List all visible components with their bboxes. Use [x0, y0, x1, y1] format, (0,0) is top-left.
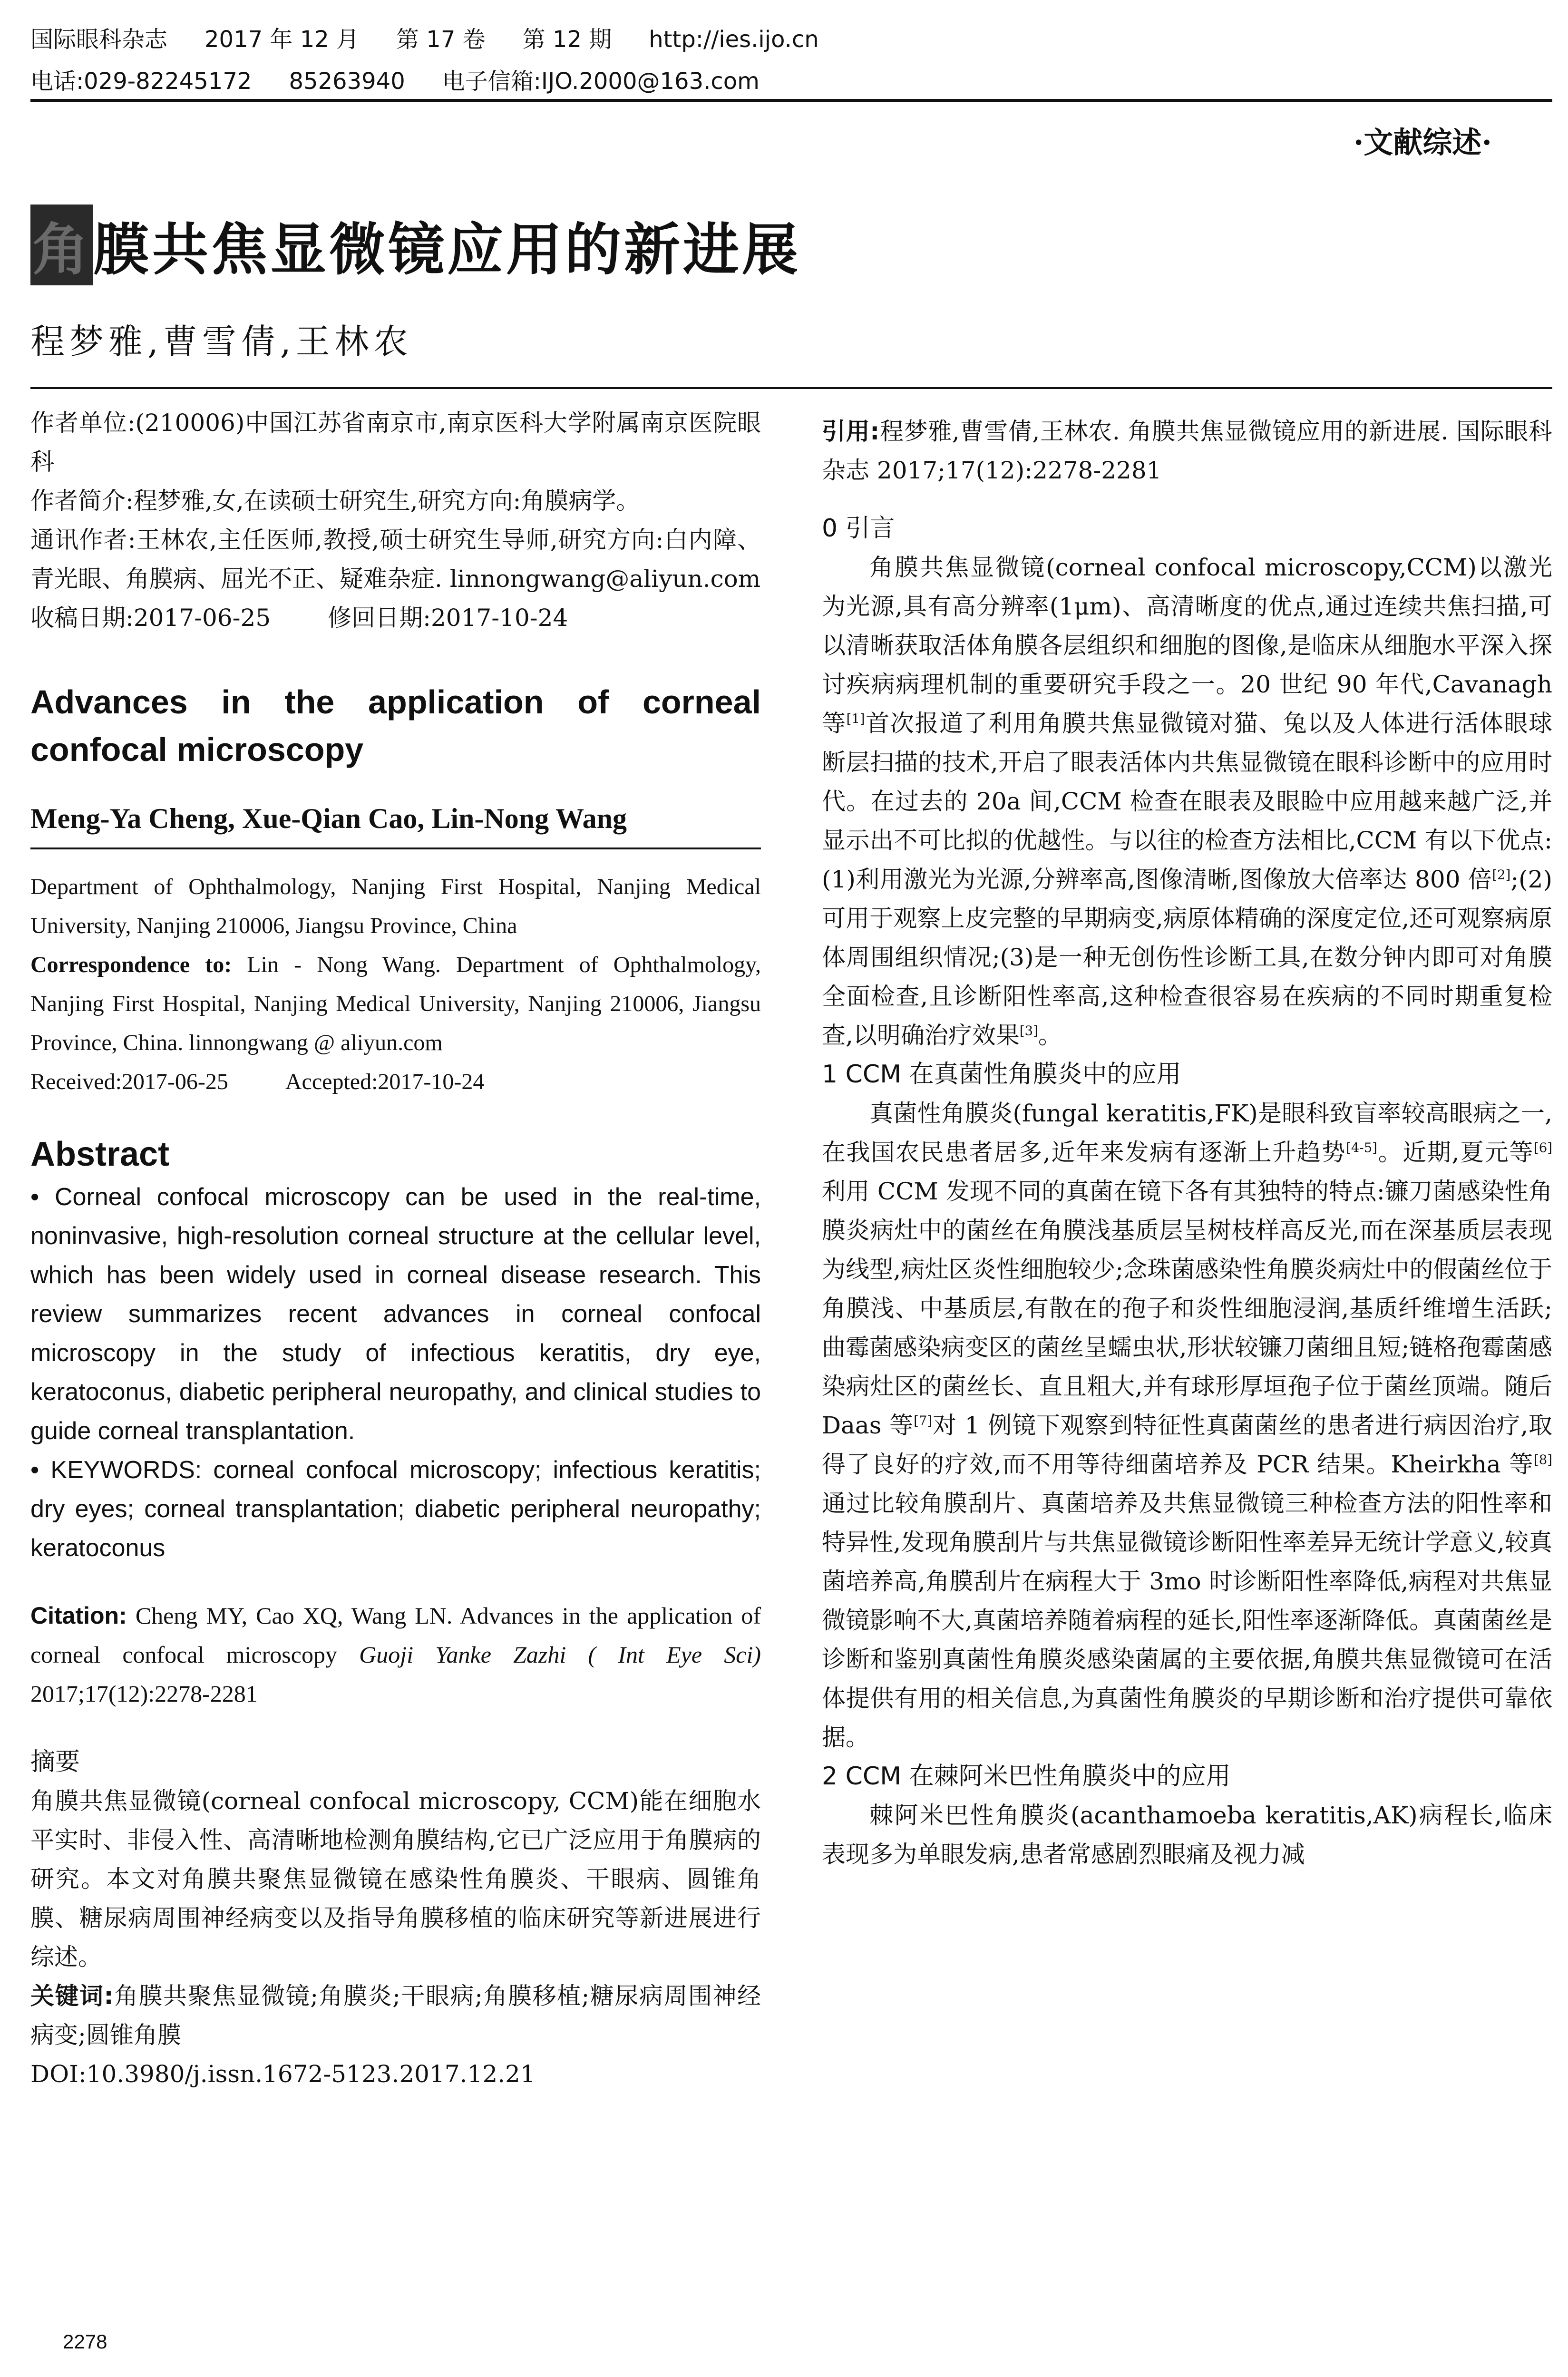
section-2-paragraph: 棘阿米巴性角膜炎(acanthamoeba keratitis,AK)病程长,临床表现多为单眼发病,患者常感剧烈眼痛及视力减 — [822, 1802, 1552, 1868]
volume: 第 17 卷 — [396, 26, 486, 53]
english-affiliation: Department of Ophthalmology, Nanjing First Hospital, Nanjing Medical University, Nanjing 210006, Jiangsu Province, China — [30, 874, 761, 938]
english-citation: Citation: Cheng MY, Cao XQ, Wang LN. Advances in the application of corneal confocal microscopy Guoji Yanke Zazhi ( Int Eye Sci) 2017;17(12):2278-2281 — [30, 1602, 761, 1707]
page-number: 2278 — [63, 2330, 107, 2353]
left-column — [30, 403, 761, 2094]
journal-website: http://ies.ijo.cn — [649, 26, 819, 53]
citation-ref-8: [8] — [1534, 1452, 1552, 1468]
title-rule — [30, 387, 1552, 389]
citation-ref-2: [2] — [1492, 867, 1511, 883]
issue-number: 第 12 期 — [522, 26, 612, 53]
right-column — [822, 412, 1552, 1874]
doi: DOI:10.3980/j.issn.1672-5123.2017.12.21 — [30, 2060, 536, 2088]
phone-2: 85263940 — [289, 68, 405, 95]
running-header-line1 — [30, 21, 856, 54]
section-2-heading: 2 CCM 在棘阿米巴性角膜炎中的应用 — [822, 1762, 1231, 1791]
abstract-heading: Abstract — [30, 1135, 170, 1173]
revised-date: 修回日期:2017-10-24 — [328, 604, 568, 632]
zh-abstract-heading: 摘要 — [30, 1748, 80, 1776]
citation-ref-3: [3] — [1019, 1023, 1038, 1039]
keywords-label: • KEYWORDS: — [30, 1456, 202, 1484]
citation-label: Citation: — [30, 1602, 127, 1629]
article-authors: 程梦雅,曹雪倩,王林农 — [30, 321, 413, 361]
english-title: Advances in the application of corneal confocal microscopy — [30, 683, 761, 768]
english-received: Received:2017-06-25 — [30, 1069, 228, 1094]
zh-keywords: 关键词:角膜共聚焦显微镜;角膜炎;干眼病;角膜移植;糖尿病周围神经病变;圆锥角膜 — [30, 1982, 761, 2049]
title-first-char: 角 — [30, 205, 93, 285]
section-0-heading: 0 引言 — [822, 514, 895, 543]
title-rest: 膜共焦显微镜应用的新进展 — [93, 217, 801, 283]
english-accepted: Accepted:2017-10-24 — [285, 1069, 485, 1094]
citation-ref-6: [6] — [1534, 1140, 1552, 1156]
issue-date: 2017 年 12 月 — [205, 26, 360, 53]
section-1-heading: 1 CCM 在真菌性角膜炎中的应用 — [822, 1060, 1181, 1089]
section-0-paragraph: 角膜共焦显微镜(corneal confocal microscopy,CCM)以激光为光源,具有高分辨率(1μm)、高清晰度的优点,通过连续共焦扫描,可以清晰获取活体角膜各层组织和细胞的图像,是临床从细胞水平深入探讨疾病病理机制的重要研究手段之一。20 世纪 90 年代,Cavanagh 等[1]首次报道了利用角膜共焦显微镜对猫、兔以及人体进行活体眼球断层扫描的技术,开启了眼表活体内共焦显微镜在眼科诊断中的应用时代。在过去的 20a 间,CCM 检查在眼表及眼睑中应用越来越广泛,并显示出不可比拟的优越性。与以往的检查方法相比,CCM 有以下优点:(1)利用激光为光源,分辨率高,图像清晰,图像放大倍率达 800 倍[2];(2)可用于观察上皮完整的早期病变,病原体精确的深度定位,还可观察病原体周围组织情况;(3)是一种无创伤性诊断工具,在数分钟内即可对角膜全面检查,且诊断阳性率高,这种检查很容易在疾病的不同时期重复检查,以明确治疗效果[3]。 — [822, 554, 1553, 1049]
keywords: • KEYWORDS: corneal confocal microscopy; infectious keratitis; dry eyes; corneal transplantation; diabetic peripheral neuropathy; keratoconus — [30, 1456, 761, 1562]
zh-citation: 引用:程梦雅,曹雪倩,王林农. 角膜共焦显微镜应用的新进展. 国际眼科杂志 2017;17(12):2278-2281 — [822, 418, 1552, 484]
journal-name: 国际眼科杂志 — [30, 26, 168, 53]
citation-ref-7: [7] — [914, 1413, 933, 1429]
citation-ref-4-5: [4-5] — [1346, 1140, 1377, 1156]
running-header-line2 — [30, 63, 797, 96]
article-title — [30, 205, 801, 285]
zh-keywords-label: 关键词: — [30, 1982, 114, 2010]
dates — [30, 598, 761, 637]
phone: 电话:029-82245172 — [30, 68, 252, 95]
english-authors: Meng-Ya Cheng, Xue-Qian Cao, Lin-Nong Wang — [30, 803, 627, 834]
section-label: ·文献综述· — [1353, 125, 1492, 160]
header-rule — [30, 99, 1552, 102]
correspondence-label: Correspondence to: — [30, 952, 232, 977]
english-dates — [30, 1062, 761, 1101]
citation-ref-1: [1] — [846, 711, 865, 727]
email: 电子信箱:IJO.2000@163.com — [442, 68, 760, 95]
english-authors-rule — [30, 838, 761, 849]
author-bio: 作者简介:程梦雅,女,在读硕士研究生,研究方向:角膜病学。 — [30, 487, 640, 515]
affiliation: 作者单位:(210006)中国江苏省南京市,南京医科大学附属南京医院眼科 — [30, 409, 761, 476]
correspondence: 通讯作者:王林农,主任医师,教授,硕士研究生导师,研究方向:白内障、青光眼、角膜病、屈光不正、疑难杂症. linnongwang@aliyun.com — [30, 526, 761, 593]
english-correspondence: Correspondence to: Lin - Nong Wang. Department of Ophthalmology, Nanjing First Hospital, Nanjing Medical University, Nanjing 210006, Jiangsu Province, China. linnongwang @ aliyun.com — [30, 952, 761, 1055]
zh-citation-label: 引用: — [822, 418, 880, 445]
zh-abstract-text: 角膜共焦显微镜(corneal confocal microscopy, CCM)能在细胞水平实时、非侵入性、高清晰地检测角膜结构,它已广泛应用于角膜病的研究。本文对角膜共聚焦显微镜在感染性角膜炎、干眼病、圆锥角膜、糖尿病周围神经病变以及指导角膜移植的临床研究等新进展进行综述。 — [30, 1787, 761, 1971]
received-date: 收稿日期:2017-06-25 — [30, 604, 271, 632]
section-1-paragraph: 真菌性角膜炎(fungal keratitis,FK)是眼科致盲率较高眼病之一,在我国农民患者居多,近年来发病有逐渐上升趋势[4-5]。近期,夏元等[6]利用 CCM 发现不同的真菌在镜下各有其独特的特点:镰刀菌感染性角膜炎病灶中的菌丝在角膜浅基质层呈树枝样高反光,而在深基质层表现为线型,病灶区炎性细胞较少;念珠菌感染性角膜炎病灶中的假菌丝位于角膜浅、中基质层,有散在的孢子和炎性细胞浸润,基质纤维增生活跃;曲霉菌感染病变区的菌丝呈蠕虫状,形状较镰刀菌细且短;链格孢霉菌感染病灶区的菌丝长、直且粗大,并有球形厚垣孢子位于菌丝顶端。随后 Daas 等[7]对 1 例镜下观察到特征性真菌菌丝的患者进行病因治疗,取得了良好的疗效,而不用等待细菌培养及 PCR 结果。Kheirkha 等[8]通过比较角膜刮片、真菌培养及共焦显微镜三种检查方法的阳性率和特异性,发现角膜刮片与共焦显微镜诊断阳性率差异无统计学意义,较真菌培养高,角膜刮片在病程大于 3mo 时诊断阳性率降低,病程对共焦显微镜影响不大,真菌培养随着病程的延长,阳性率逐渐降低。真菌菌丝是诊断和鉴别真菌性角膜炎感染菌属的主要依据,角膜共焦显微镜可在活体提供有用的相关信息,为真菌性角膜炎的早期诊断和治疗提供可靠依据。 — [822, 1100, 1552, 1751]
abstract-text: • Corneal confocal microscopy can be used in the real-time, noninvasive, high-resolution corneal structure at the cellular level, which has been widely used in corneal disease research. This review summarizes recent advances in corneal confocal microscopy in the study of infectious keratitis, dry eye, keratoconus, diabetic peripheral neuropathy, and clinical studies to guide corneal transplantation. — [30, 1183, 761, 1445]
